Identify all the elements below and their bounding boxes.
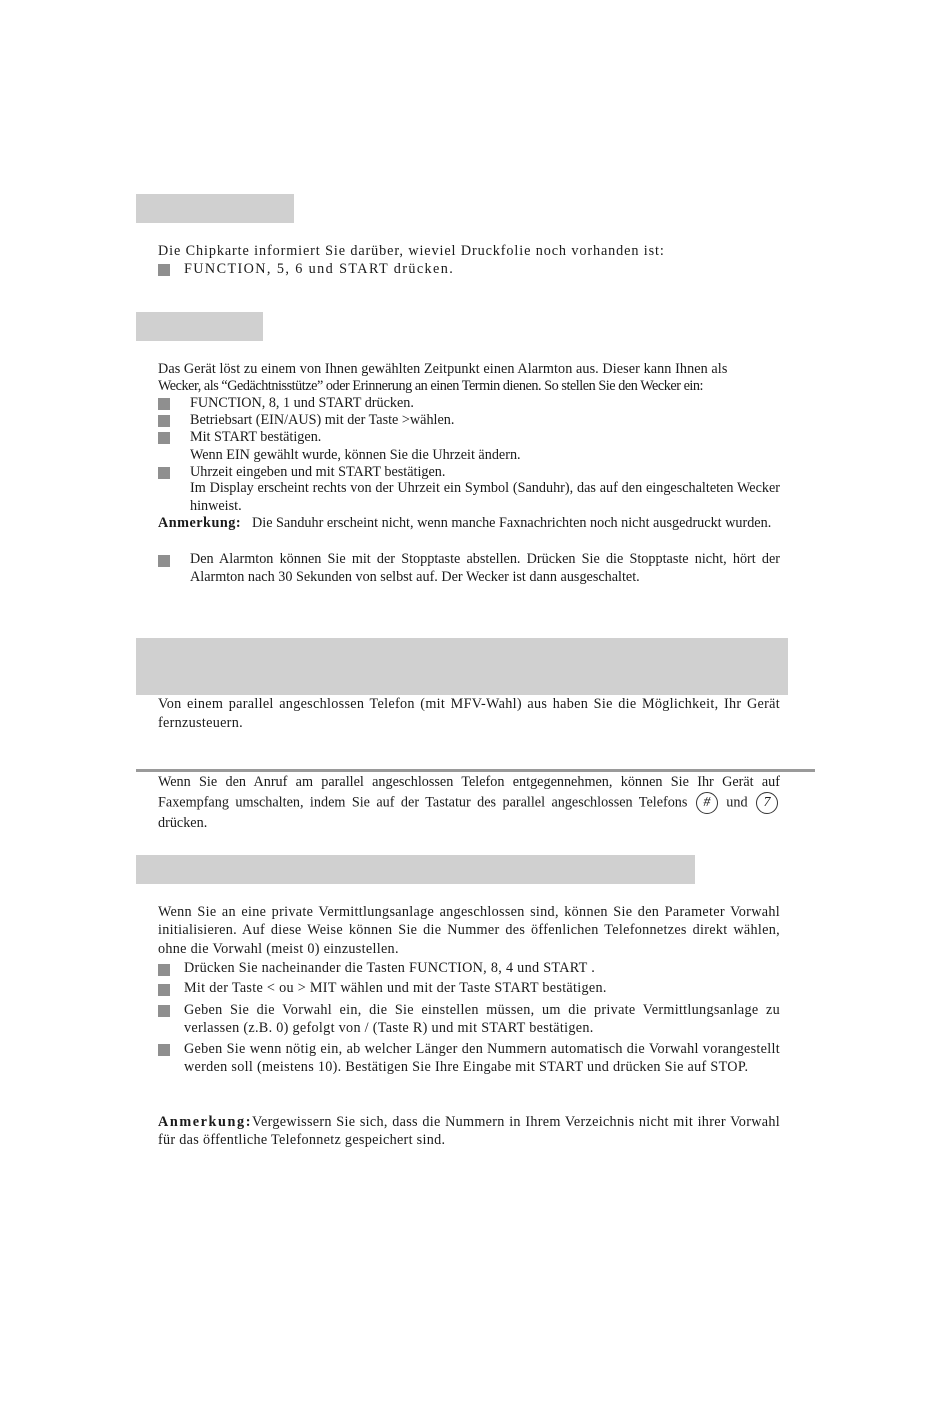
ink-step: FUNCTION, 5, 6 und START drücken. (184, 261, 455, 277)
seven-key-icon: 7 (756, 792, 778, 814)
bullet-square (158, 432, 170, 444)
pabx-step-3: Geben Sie die Vorwahl ein, die Sie einstellen müssen, um die private Vermittlungsanlage zu verlassen (z.B. 0) gefolgt von / (Taste R) und mit START bestätigen. (184, 1002, 780, 1037)
bullet-square (158, 1005, 170, 1017)
hash-key-icon: # (696, 792, 718, 814)
pabx-step-2: Mit der Taste < ou > MIT wählen und mit der Taste START bestätigen. (184, 980, 607, 996)
wecker-step-3-sub: Wenn EIN gewählt wurde, können Sie die Uhrzeit ändern. (190, 447, 521, 463)
section-header-bar-ink (136, 194, 294, 223)
bullet-square (158, 398, 170, 410)
fax-switch-text (158, 773, 780, 832)
section-header-bar-pabx (136, 855, 695, 884)
ink-info-text: Die Chipkarte informiert Sie darüber, wieviel Druckfolie noch vorhanden ist: (158, 243, 665, 259)
wecker-step-4: Uhrzeit eingeben und mit START bestätigen. (190, 464, 446, 480)
fax-switch-joiner: und (726, 793, 748, 810)
fax-switch-text-before: Wenn Sie den Anruf am parallel angeschlossen Telefon entgegennehmen, können Sie Ihr Gerät auf Faxempfang umschalten, indem Sie auf der Tastatur des parallel angeschlossen Telefons (158, 774, 780, 810)
pabx-step-4: Geben Sie wenn nötig ein, ab welcher Länger den Nummern automatisch die Vorwahl vorangestellt werden soll (meistens 10). Bestätigen Sie Ihre Eingabe mit START und drücken Sie auf STOP. (184, 1041, 780, 1076)
wecker-note-label: Anmerkung: (158, 515, 242, 531)
wecker-intro-line-2: Wecker, als “Gedächtnisstütze” oder Erinnerung an einen Termin dienen. So stellen Sie den Wecker ein: (158, 378, 704, 394)
bullet-square (158, 964, 170, 976)
pabx-note-label: Anmerkung: (158, 1114, 253, 1130)
wecker-step-2: Betriebsart (EIN/AUS) mit der Taste >wählen. (190, 412, 455, 428)
section-divider-rule (136, 769, 815, 772)
bullet-square (158, 1044, 170, 1056)
section-header-bar-remote (136, 638, 788, 695)
wecker-step-3: Mit START bestätigen. (190, 429, 322, 445)
bullet-square (158, 984, 170, 996)
section-header-bar-wecker (136, 312, 263, 341)
wecker-step-4-sub: Im Display erscheint rechts von der Uhrzeit ein Symbol (Sanduhr), das auf den eingeschalteten Wecker hinweist. (190, 480, 780, 514)
pabx-note-text: Vergewissern Sie sich, dass die Nummern in Ihrem Verzeichnis nicht mit ihrer Vorwahl für das öffentliche Telefonnetz gespeichert sind. (158, 1114, 780, 1149)
pabx-step-1: Drücken Sie nacheinander die Tasten FUNCTION, 8, 4 und START . (184, 960, 596, 976)
fax-switch-text-after: drücken. (158, 814, 208, 831)
bullet-square (158, 415, 170, 427)
pabx-intro-text: Wenn Sie an eine private Vermittlungsanlage angeschlossen sind, können Sie den Parameter Vorwahl initialisieren. Auf diese Weise können Sie die Nummer des öffenlichen Telefonnetzes direkt wählen, ohne die Vorwahl (meist 0) einzustellen. (158, 904, 780, 957)
remote-info-text: Von einem parallel angeschlossen Telefon (mit MFV-Wahl) aus haben Sie die Möglichkeit, Ihr Gerät fernzusteuern. (158, 696, 780, 731)
wecker-note-text: Die Sanduhr erscheint nicht, wenn manche Faxnachrichten noch nicht ausgedruckt wurden. (252, 515, 772, 531)
wecker-intro-line-1: Das Gerät löst zu einem von Ihnen gewählten Zeitpunkt einen Alarmton aus. Dieser kann Ihnen als (158, 361, 728, 377)
wecker-step-1: FUNCTION, 8, 1 und START drücken. (190, 395, 414, 411)
bullet-square (158, 555, 170, 567)
wecker-step-5: Den Alarmton können Sie mit der Stopptaste abstellen. Drücken Sie die Stopptaste nicht, hört der Alarmton nach 30 Sekunden von selbst auf. Der Wecker ist dann ausgeschaltet. (190, 551, 780, 585)
bullet-square (158, 467, 170, 479)
bullet-square (158, 264, 170, 276)
pabx-note (158, 1113, 780, 1150)
